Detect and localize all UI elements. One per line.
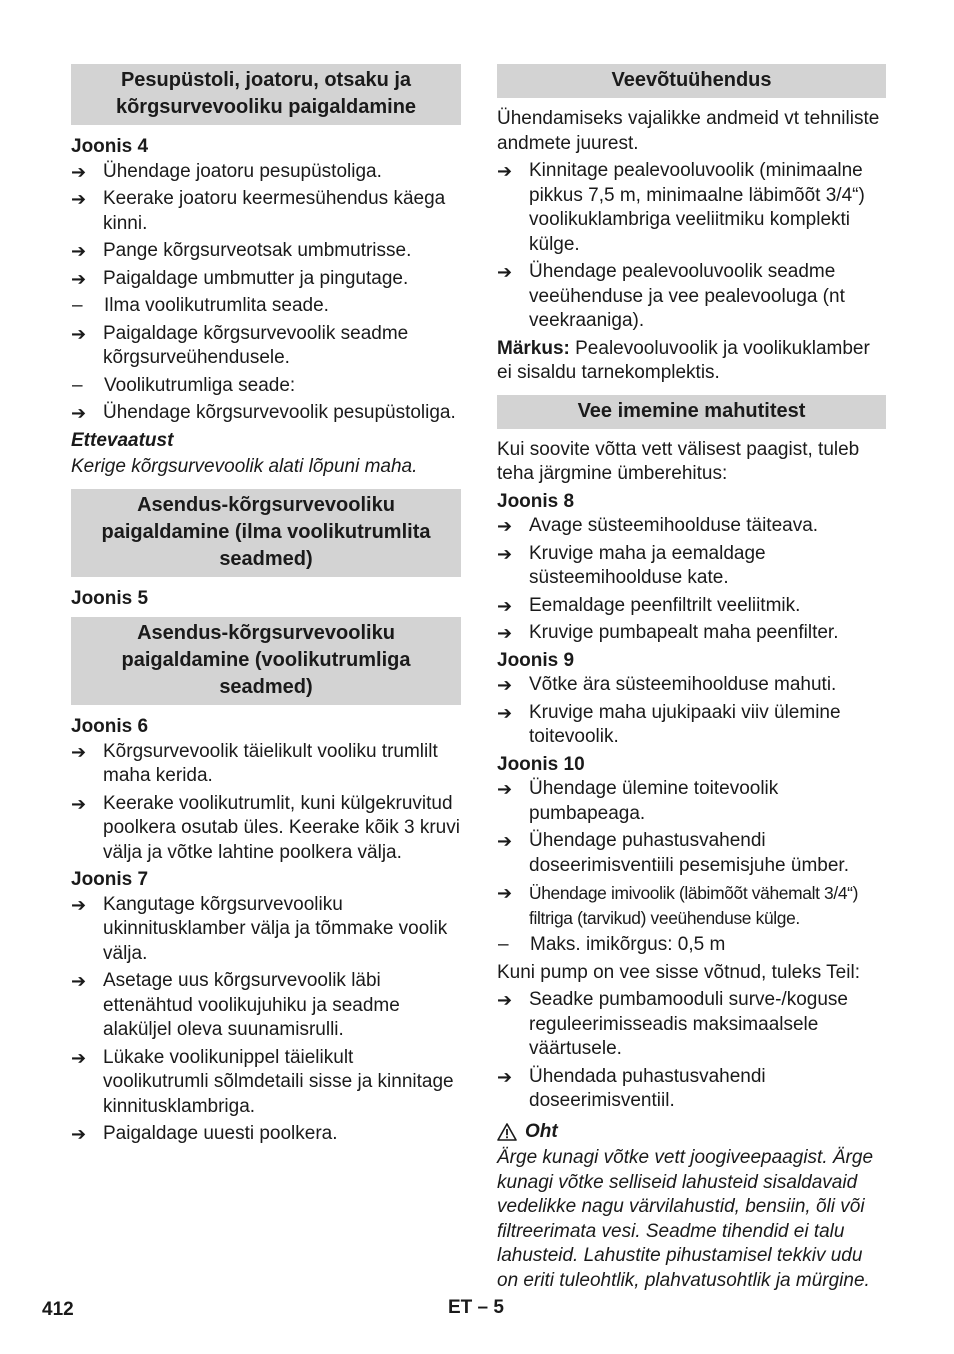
list-item: – Voolikutrumliga seade: [71, 374, 461, 399]
dash-bullet: – [72, 374, 83, 396]
section-heading-nozzle-assembly: Pesupüstoli, joatoru, otsaku ja kõrgsurvevooliku paigaldamine [71, 64, 461, 125]
list-item: ➔ Keerake joatoru keermesühendus käega kinni. [71, 188, 446, 234]
list-item: ➔ Kruvige maha ujukipaaki viiv ülemine toitevoolik. [497, 701, 841, 747]
list-item: ➔ Paigaldage kõrgsurvevoolik seadme kõrgsurveühendusele. [71, 322, 409, 368]
list-item: ➔ Ühendage pealevooluvoolik seadme veeühenduse ja vee pealevooluga (nt veekraaniga). [497, 261, 845, 331]
arrow-right-icon: ➔ [497, 779, 513, 799]
list-item: ➔ Paigaldage uuesti poolkera. [71, 1122, 461, 1147]
list-item: ➔ Kruvige pumbapealt maha peenfilter. [497, 621, 886, 646]
caution-heading: Ettevaatust [71, 429, 174, 451]
figure-label-6: Joonis 6 [71, 716, 149, 737]
arrow-right-icon: ➔ [71, 1124, 87, 1144]
list-item: ➔ Kangutage kõrgsurvevooliku ukinnitusklamber välja ja tõmmake voolik välja. [71, 893, 448, 964]
figure-label-4: Joonis 4 [71, 136, 149, 157]
list-item: ➔ Ühendada puhastusvahendi doseerimisventiil. [497, 1065, 766, 1111]
arrow-right-icon: ➔ [71, 741, 87, 762]
language-page-label: ET – 5 [448, 1297, 504, 1318]
arrow-right-icon: ➔ [497, 595, 513, 616]
arrow-right-icon: ➔ [497, 1066, 513, 1087]
figure-label-7: Joonis 7 [71, 869, 149, 890]
arrow-right-icon: ➔ [71, 323, 87, 344]
figure-label-8: Joonis 8 [497, 490, 575, 512]
paragraph: Kuni pump on vee sisse võtnud, tuleks Teil: [497, 961, 860, 983]
figure-label-10: Joonis 10 [497, 753, 585, 775]
danger-heading: Oht [525, 1120, 558, 1142]
arrow-right-icon: ➔ [71, 403, 87, 423]
list-item: ➔ Pange kõrgsurveotsak umbmutrisse. [71, 239, 461, 264]
arrow-right-icon: ➔ [71, 189, 87, 209]
arrow-right-icon: ➔ [71, 241, 87, 261]
section-heading-replacement-hose-no-drum: Asendus-kõrgsurvevooliku paigaldamine (ilma voolikutrumlita seadmed) [71, 489, 461, 577]
paragraph: Kui soovite võtta vett välisest paagist, tuleb teha järgmine ümberehitus: [497, 438, 860, 484]
section-heading-replacement-hose-drum: Asendus-kõrgsurvevooliku paigaldamine (voolikutrumliga seadmed) [71, 617, 461, 705]
danger-heading-row [497, 1120, 886, 1145]
list-item: ➔ Ühendage imivoolik (läbimõõt vähemalt 3/4“) filtriga (tarvikud) veeühenduse külge. [497, 883, 859, 928]
list-item: ➔ Lükake voolikunippel täielikult voolikutrumli sõlmdetaili sisse ja kinnitage kinnitusklambriga. [71, 1046, 454, 1117]
arrow-right-icon: ➔ [71, 971, 87, 991]
list-item: ➔ Seadke pumbamooduli surve-/koguse reguleerimisseadis maksimaalsele väärtusele. [497, 989, 848, 1059]
arrow-right-icon: ➔ [71, 161, 87, 182]
list-item: – Ilma voolikutrumlita seade. [71, 294, 461, 319]
list-item: ➔ Keerake voolikutrumlit, kuni külgekruvitud poolkera osutab üles. Keerake kõik 3 kruvi välja ja võtke lahtine poolkera välja. [71, 792, 460, 863]
list-item: ➔ Asetage uus kõrgsurvevoolik läbi ettenähtud voolikujuhiku ja seadme alaküljel oleva suunamisrulli. [71, 970, 400, 1040]
list-item: ➔ Eemaldage peenfiltrilt veeliitmik. [497, 594, 886, 619]
arrow-right-icon: ➔ [71, 894, 87, 915]
right-column [497, 64, 886, 1296]
arrow-right-icon: ➔ [497, 262, 513, 282]
arrow-right-icon: ➔ [497, 990, 513, 1010]
page-number: 412 [42, 1299, 74, 1320]
paragraph: Ühendamiseks vajalikke andmeid vt tehniliste andmete juurest. [497, 108, 880, 154]
arrow-right-icon: ➔ [497, 161, 513, 181]
list-item: ➔ Kruvige maha ja eemaldage süsteemihoolduse kate. [497, 542, 766, 588]
arrow-right-icon: ➔ [497, 702, 513, 723]
left-column [71, 64, 461, 1150]
arrow-right-icon: ➔ [497, 543, 513, 564]
section-heading-water-connection: Veevõtuühendus [497, 64, 886, 98]
arrow-right-icon: ➔ [497, 516, 513, 536]
caution-text: Kerige kõrgsurvevoolik alati lõpuni maha. [71, 456, 418, 477]
figure-label-9: Joonis 9 [497, 649, 575, 671]
dash-bullet: – [72, 295, 83, 316]
list-item: ➔ Võtke ära süsteemihoolduse mahuti. [497, 673, 886, 698]
list-item: ➔ Ühendage puhastusvahendi doseerimisventiili pesemisjuhe ümber. [497, 830, 849, 876]
list-item: ➔ Kõrgsurvevoolik täielikult vooliku trumlilt maha kerida. [71, 740, 438, 786]
arrow-right-icon: ➔ [497, 623, 513, 643]
note-label: Märkus: [497, 337, 570, 359]
list-item: ➔ Ühendage joatoru pesupüstoliga. [71, 160, 461, 185]
figure-label-5: Joonis 5 [71, 587, 149, 609]
list-item: ➔ Ühendage ülemine toitevoolik pumbapeaga. [497, 778, 779, 824]
list-item: ➔ Paigaldage umbmutter ja pingutage. [71, 267, 461, 292]
arrow-right-icon: ➔ [71, 1047, 87, 1068]
arrow-right-icon: ➔ [497, 883, 513, 903]
list-item: ➔ Kinnitage pealevooluvoolik (minimaalne pikkus 7,5 m, minimaalne läbimõõt 3/4“) voolikuklambriga veeliitmiku komplekti külge. [497, 160, 865, 255]
list-item: ➔ Ühendage kõrgsurvevoolik pesupüstoliga. [71, 401, 461, 426]
list-item: – Maks. imikõrgus: 0,5 m [497, 933, 886, 958]
section-heading-water-suction: Vee imemine mahutitest [497, 395, 886, 429]
arrow-right-icon: ➔ [71, 793, 87, 814]
note-text: Pealevooluvoolik ja voolikuklamber ei sisaldu tarnekomplektis. [497, 337, 870, 383]
warning-triangle-icon [497, 1123, 517, 1141]
list-item: ➔ Avage süsteemihoolduse täiteava. [497, 514, 886, 539]
note-paragraph [497, 337, 886, 386]
danger-text: Ärge kunagi võtke vett joogiveepaagist. Ärge kunagi võtke selliseid lahusteid sisaldavaid vedelikke nagu värvilahustid, bensiin, õli või filtreerimata vesi. Seadme tihendid ei talu lahusteid. Lahustite pihustamisel tekkiv udu on eriti tuleohtlik, plahvatusohtlik ja mürgine. [497, 1147, 874, 1291]
dash-bullet: – [498, 934, 509, 955]
arrow-right-icon: ➔ [497, 675, 513, 695]
arrow-right-icon: ➔ [71, 268, 87, 289]
arrow-right-icon: ➔ [497, 831, 513, 851]
